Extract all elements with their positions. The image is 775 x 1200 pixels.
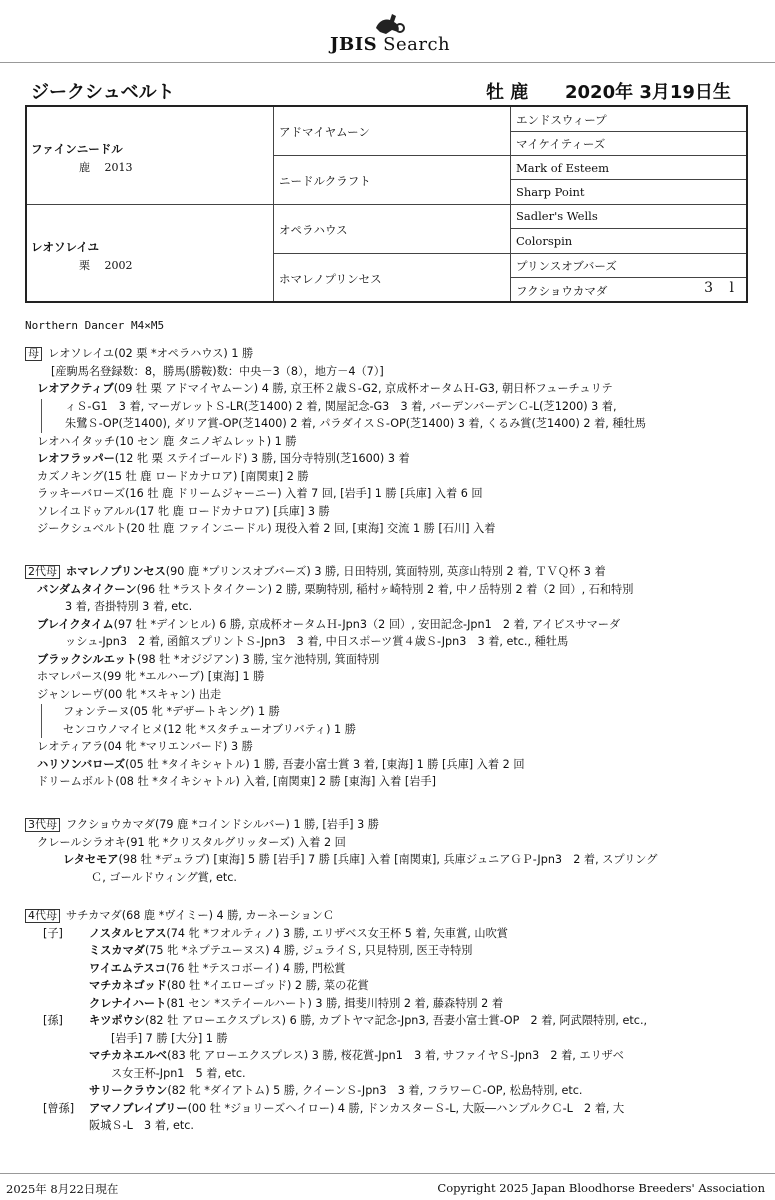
list-item: 4代母 サチカマダ(68 鹿 *ヴイミー) 4 勝, カーネーションＣ [25, 907, 745, 925]
list-item: マチカネエルベ(83 牝 アローエクスプレス) 3 勝, 桜花賞-Jpn1 3 着, サファイヤＳ-Jpn3 2 着, エリザベ [89, 1049, 624, 1062]
fourth-dam-section [25, 907, 745, 1135]
pedigree-table [25, 105, 748, 303]
list-item: 2代母 ホマレノプリンセス(90 鹿 *プリンスオブバーズ) 3 勝, 日田特別, 箕面特別, 英彦山特別 2 着, ＴＶＱ杯 3 着 [25, 563, 745, 581]
section-badge: 3代母 [25, 818, 60, 832]
list-item: フォンテーヌ(05 牝 *デザートキング) 1 勝 [63, 705, 280, 718]
family-number: 3 l [704, 280, 740, 296]
jbis-logo [326, 8, 466, 54]
list-item: ハリソンバローズ(05 牡 *タイキシャトル) 1 勝, 吾妻小富士賞 3 着, [東海] 1 勝 [兵庫] 入着 2 回 [37, 757, 525, 771]
section-badge: 2代母 [25, 565, 60, 579]
dam-info: 栗 2002 [79, 259, 133, 272]
list-item: センコウノマイヒメ(12 牝 *スタチューオブリバティ) 1 勝 [63, 722, 356, 736]
list-item: クレールシラオキ(91 牝 *クリスタルグリッターズ) 入着 2 回 [37, 835, 346, 849]
pedigree-sire-sire: アドマイヤムーン [279, 125, 370, 139]
list-item: ジャンレーヴ(00 牝 *スキャン) 出走 [37, 687, 222, 701]
horse-name: ジークシュベルト [31, 82, 175, 103]
footer-divider [0, 1173, 775, 1174]
logo-jbis: JBIS [330, 34, 378, 55]
list-item: レタセモア(98 牡 *デュラブ) [東海] 5 勝 [岩手] 7 勝 [兵庫] 入着 [南関東], 兵庫ジュニアＧＰ-Jpn3 2 着, スプリング [63, 853, 658, 866]
list-item: バンダムタイクーン(96 牡 *ラストタイクーン) 2 勝, 栗駒特別, 稲村ヶ崎特別 2 着, 中ノ岳特別 2 着（2 回）, 石和特別 [37, 582, 634, 596]
dam-name: レオソレイユ [31, 240, 99, 254]
list-item: Ｃ, ゴールドウィング賞, etc. [91, 870, 237, 884]
list-item: ッシュ-Jpn3 2 着, 函館スプリントＳ-Jpn3 3 着, 中日スポーツ賞４歳Ｓ-Jpn3 3 着, etc., 種牡馬 [65, 635, 569, 648]
list-item: ブラックシルエット(98 牡 *オジジアン) 3 勝, 宝ケ池特別, 箕面特別 [37, 652, 380, 666]
pedigree-gen3-4: Sharp Point [516, 185, 585, 199]
list-item: 3 着, 沓掛特別 3 着, etc. [65, 600, 193, 613]
pedigree-dam-dam: ホマレノプリンセス [279, 272, 382, 286]
header-divider [0, 62, 775, 63]
pedigree-sire [31, 141, 271, 175]
list-item: [岩手] 7 勝 [大分] 1 勝 [111, 1031, 228, 1045]
pedigree-gen3-7: プリンスオブバーズ [516, 259, 617, 273]
list-item: 母 レオソレイユ(02 栗 *オペラハウス) 1 勝 [25, 345, 745, 363]
dam-section [25, 345, 745, 538]
horse-sex-color: 牡 鹿 [486, 82, 529, 103]
section-badge: 母 [25, 347, 42, 361]
list-item: 阪城Ｓ-L 3 着, etc. [89, 1119, 194, 1132]
list-item: [子] ノスタルヒアス(74 牝 *フオルティノ) 3 勝, エリザベス女王杯 5 着, 矢車賞, 山吹賞 [43, 926, 508, 940]
list-item: 3代母 フクショウカマダ(79 鹿 *コインドシルバー) 1 勝, [岩手] 3 勝 [25, 816, 745, 834]
list-item: ソレイユドゥアルル(17 牝 鹿 ロードカナロア) [兵庫] 3 勝 [37, 504, 330, 518]
logo-search: Search [383, 34, 451, 55]
list-item: 朱鷺Ｓ-OP(芝1400), ダリア賞-OP(芝1400) 2 着, パラダイスＳ-OP(芝1400) 3 着, くるみ賞(芝1400) 2 着, 種牡馬 [65, 417, 646, 430]
inbreeding-note: Northern Dancer M4×M5 [25, 319, 165, 332]
list-item: ラッキーバローズ(16 牡 鹿 ドリームジャーニー) 入着 7 回, [岩手] 1 勝 [兵庫] 入着 6 回 [37, 487, 483, 500]
pedigree-gen3-6: Colorspin [516, 234, 573, 248]
section-badge: 4代母 [25, 909, 60, 923]
pedigree-gen3-3: Mark of Esteem [516, 161, 610, 175]
pedigree-gen3-1: エンドスウィープ [516, 113, 607, 127]
list-item: ホマレパース(99 牝 *エルハーブ) [東海] 1 勝 [37, 670, 265, 683]
copyright-text: Copyright 2025 Japan Bloodhorse Breeders' Association [437, 1181, 765, 1195]
list-item: [孫] キツポウシ(82 牡 アローエクスプレス) 6 勝, カブトヤマ記念-Jpn3, 吾妻小富士賞-OP 2 着, 阿武隈特別, etc., [43, 1014, 648, 1027]
list-item: レオアクティブ(09 牡 栗 アドマイヤムーン) 4 勝, 京王杯２歳Ｓ-G2, 京成杯オータムＨ-G3, 朝日杯フューチュリテ [37, 382, 613, 395]
pedigree-gen3-5: Sadler's Wells [516, 209, 598, 223]
list-item: ミスカマダ(75 牝 *ネプテユーヌス) 4 勝, ジュライＳ, 只見特別, 医王寺特別 [89, 944, 473, 957]
pedigree-dam-sire: オペラハウス [279, 223, 348, 237]
list-item: ブレイクタイム(97 牡 *デインヒル) 6 勝, 京成杯オータムＨ-Jpn3（2 回）, 安田記念-Jpn1 2 着, アイビスサマーダ [37, 617, 621, 631]
horse-birth-date: 2020年 3月19日生 [565, 82, 731, 103]
list-item: マチカネゴッド(80 牡 *イエローゴッド) 2 勝, 菜の花賞 [89, 979, 369, 992]
pedigree-sire-dam: ニードルクラフト [279, 174, 371, 188]
second-dam-section [25, 563, 745, 791]
list-item: ス女王杯-Jpn1 5 着, etc. [111, 1066, 246, 1080]
list-item: ィＳ-G1 3 着, マーガレットＳ-LR(芝1400) 2 着, 関屋記念-G3 3 着, バーデンバーデンＣ-L(芝1200) 3 着, [65, 399, 617, 413]
list-item: レオハイタッチ(10 セン 鹿 タニノギムレット) 1 勝 [37, 434, 297, 448]
list-item: カズノキング(15 牡 鹿 ロードカナロア) [南関東] 2 勝 [37, 469, 309, 483]
list-item: クレナイハート(81 セン *ステイールハート) 3 勝, 揖斐川特別 2 着, 藤森特別 2 着 [89, 996, 504, 1010]
list-item: レオティアラ(04 牝 *マリエンバード) 3 勝 [37, 740, 253, 753]
pedigree-dam [31, 239, 271, 273]
third-dam-section [25, 816, 745, 886]
report-date: 2025年 8月22日現在 [6, 1182, 119, 1196]
sire-name: ファインニードル [31, 142, 123, 156]
list-item: ワイエムテスコ(76 牡 *テスコボーイ) 4 勝, 門松賞 [89, 961, 346, 975]
sire-info: 鹿 2013 [79, 161, 133, 174]
pedigree-gen3-8: フクショウカマダ [516, 284, 608, 298]
list-item: [産駒馬名登録数：8，勝馬(勝鞍)数：中央－3（8），地方－4（7）] [51, 364, 384, 378]
list-item: サリークラウン(82 牝 *ダイアトム) 5 勝, クイーンＳ-Jpn3 3 着, フラワーＣ-OP, 松島特別, etc. [89, 1084, 583, 1097]
list-item: ジークシュベルト(20 牡 鹿 ファインニードル) 現役入着 2 回, [東海] 交流 1 勝 [石川] 入着 [37, 522, 496, 535]
list-item: [曾孫] アマノブレイブリー(00 牡 *ジョリーズヘイロー) 4 勝, ドンカスターＳ-L, 大阪―ハンブルクＣ-L 2 着, 大 [43, 1101, 625, 1115]
list-item: レオフラッパー(12 牝 栗 ステイゴールド) 3 勝, 国分寺特別(芝1600) 3 着 [37, 452, 410, 465]
pedigree-gen3-2: マイケイティーズ [516, 137, 606, 151]
list-item: ドリームボルト(08 牡 *タイキシャトル) 入着, [南関東] 2 勝 [東海] 入着 [岩手] [37, 775, 436, 788]
